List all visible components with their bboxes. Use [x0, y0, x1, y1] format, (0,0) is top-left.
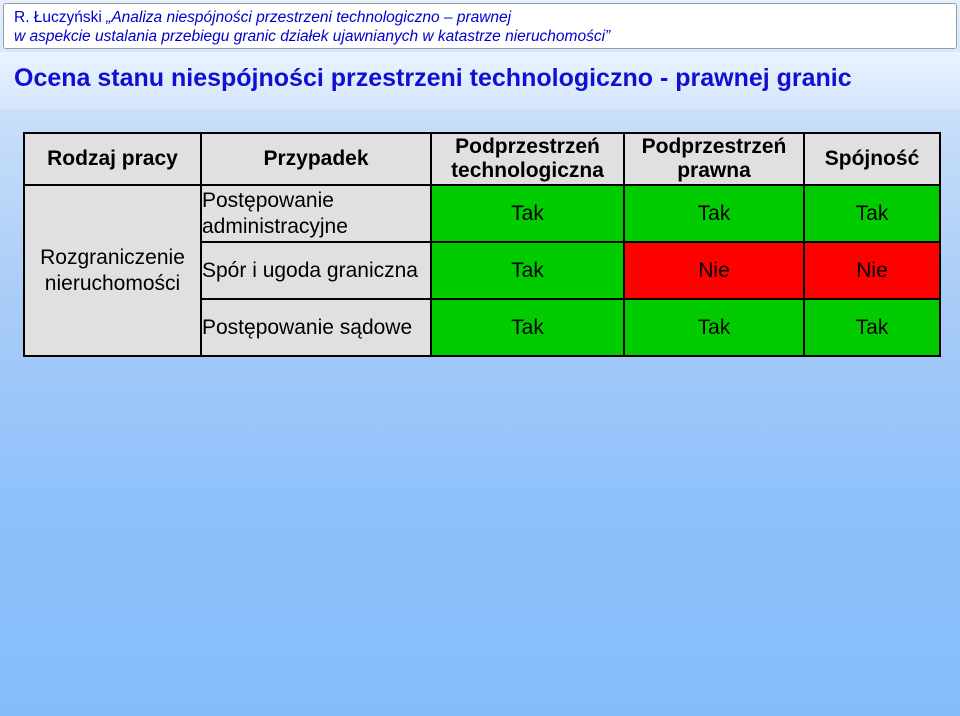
- table-header-row: [24, 133, 940, 185]
- citation-header: [3, 3, 957, 49]
- consistency-value-cell: Tak: [804, 185, 940, 242]
- slide-title: Ocena stanu niespójności przestrzeni technologiczno - prawnej granic: [14, 64, 852, 92]
- tech-value-cell: Tak: [431, 185, 624, 242]
- legal-value-cell: Tak: [624, 185, 804, 242]
- work-type-cell: Rozgraniczenie nieruchomości: [24, 185, 201, 356]
- citation-line-1: [14, 9, 511, 27]
- consistency-value-cell: Tak: [804, 299, 940, 356]
- tech-value-cell: Tak: [431, 242, 624, 299]
- consistency-value-cell: Nie: [804, 242, 940, 299]
- header-consistency: Spójność: [804, 133, 940, 185]
- header-case: Przypadek: [201, 133, 431, 185]
- legal-value-cell: Nie: [624, 242, 804, 299]
- case-cell: Postępowanie administracyjne: [201, 185, 431, 242]
- case-cell: Spór i ugoda graniczna: [201, 242, 431, 299]
- citation-line-2: w aspekcie ustalania przebiegu granic działek ujawnianych w katastrze nieruchomości”: [14, 28, 611, 45]
- header-tech-space: Podprzestrzeń technologiczna: [431, 133, 624, 185]
- citation-author: R. Łuczyński: [14, 9, 107, 26]
- legal-value-cell: Tak: [624, 299, 804, 356]
- header-work-type: Rodzaj pracy: [24, 133, 201, 185]
- case-cell: Postępowanie sądowe: [201, 299, 431, 356]
- header-legal-space: Podprzestrzeń prawna: [624, 133, 804, 185]
- table-row: [24, 185, 940, 242]
- consistency-table: [23, 132, 941, 357]
- tech-value-cell: Tak: [431, 299, 624, 356]
- citation-title: „Analiza niespójności przestrzeni technologiczno – prawnej: [106, 9, 512, 26]
